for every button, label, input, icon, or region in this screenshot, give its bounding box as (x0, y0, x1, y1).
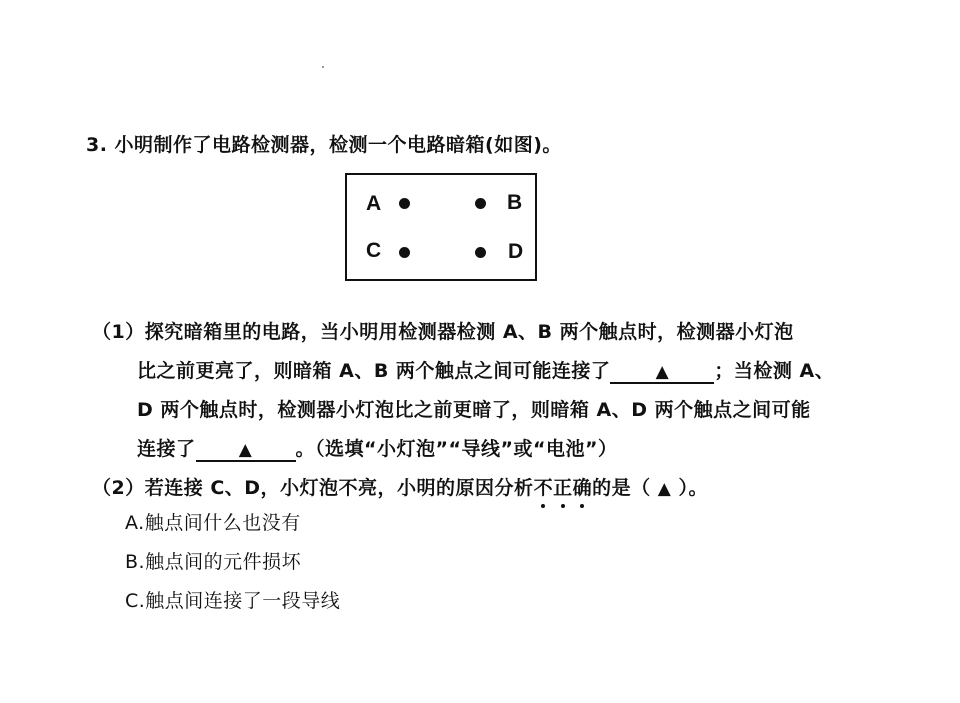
part1-line4-text: 连接了 (137, 438, 196, 460)
scan-speck (322, 66, 324, 68)
terminal-label-c: C (366, 239, 382, 262)
terminal-label-a: A (366, 192, 382, 215)
question-title: 3. 小明制作了电路检测器，检测一个电路暗箱(如图)。 (86, 134, 562, 156)
emphasis-char: 不 (533, 477, 554, 499)
terminal-dot-a (399, 198, 410, 209)
terminal-dot-b (475, 198, 486, 209)
part2-stem-mid: 的是（ (592, 477, 651, 499)
terminal-dot-d (475, 247, 486, 258)
part1-line2 (137, 359, 834, 384)
terminal-label-d: D (508, 240, 524, 263)
part1-line3: D 两个触点时，检测器小灯泡比之前更暗了，则暗箱 A、D 两个触点之间可能 (137, 399, 811, 421)
answer-blank-1[interactable] (610, 361, 714, 384)
option-a[interactable]: A.触点间什么也没有 (125, 512, 301, 534)
emphasis-char: 正 (553, 477, 573, 499)
option-b[interactable]: B.触点间的元件损坏 (125, 551, 302, 573)
part2-stem-end: ）。 (678, 477, 708, 499)
answer-blank-2[interactable] (196, 439, 296, 462)
terminal-dot-c (399, 247, 410, 258)
part2-stem-text: （2）若连接 C、D，小灯泡不亮，小明的原因分析 (92, 477, 534, 499)
part1-line4 (137, 437, 617, 462)
option-c[interactable]: C.触点间连接了一段导线 (125, 590, 341, 612)
triangle-icon: ▲ (238, 440, 253, 460)
part1-line1: （1）探究暗箱里的电路，当小明用检测器检测 A、B 两个触点时，检测器小灯泡 (92, 321, 794, 343)
terminal-label-b: B (507, 191, 523, 214)
emphasis-char: 确 (572, 477, 593, 499)
part1-line4-tail: 。（选填“小灯泡”“导线”或“电池”） (295, 438, 618, 460)
part2-stem (92, 476, 708, 501)
triangle-icon: ▲ (655, 362, 670, 382)
circuit-box-diagram (345, 173, 537, 281)
part1-line2-tail: ；当检测 A、 (714, 360, 835, 382)
part1-line2-text: 比之前更亮了，则暗箱 A、B 两个触点之间可能连接了 (137, 360, 611, 382)
triangle-icon[interactable]: ▲ (657, 479, 672, 499)
